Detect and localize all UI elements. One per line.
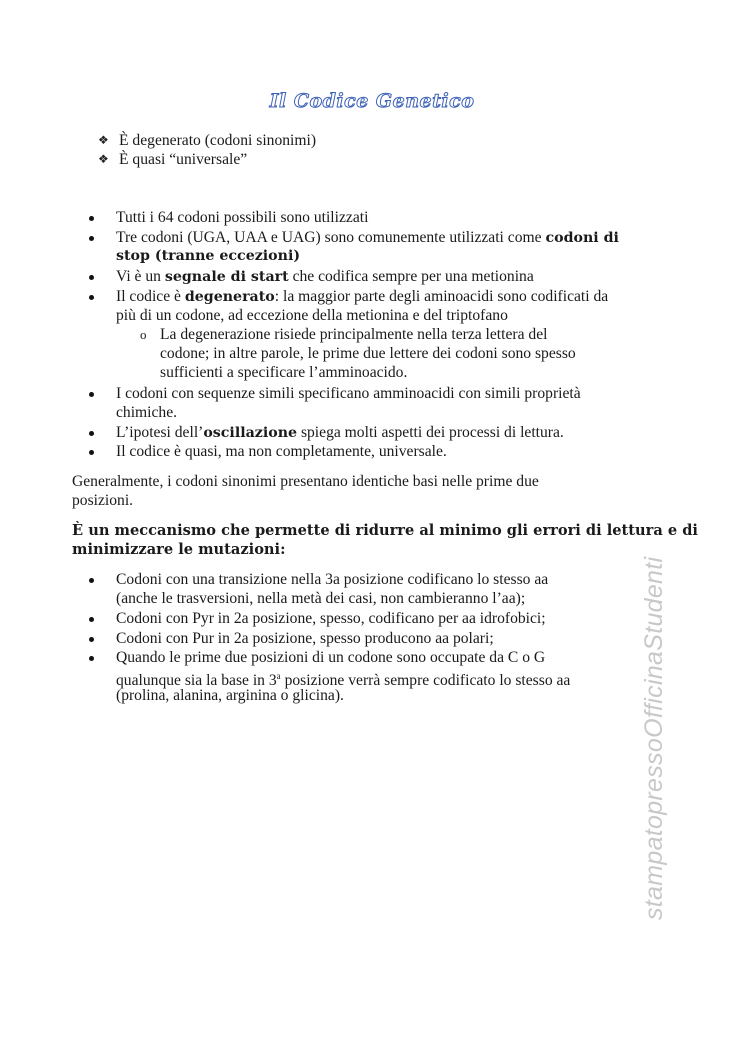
- paragraph-line: Generalmente, i codoni sinonimi presentano identiche basi nelle prime due: [72, 473, 539, 490]
- bullet-icon: [89, 431, 94, 436]
- list-item-continuation: più di un codone, ad eccezione della metionina e del triptofano: [116, 307, 508, 324]
- page-title: Il Codice Genetico: [269, 90, 475, 112]
- list-item: Tutti i 64 codoni possibili sono utilizzati: [116, 209, 369, 226]
- superscript: a: [276, 671, 281, 681]
- list-item: Codoni con una transizione nella 3a posizione codificano lo stesso aa: [116, 571, 549, 588]
- text: : la maggior parte degli aminoacidi sono codificati da: [274, 288, 609, 305]
- text: posizione verrà sempre codificato lo stesso aa: [280, 672, 571, 690]
- section-heading: È un meccanismo che permette di ridurre al minimo gli errori di lettura e di: [72, 522, 698, 539]
- bullet-icon: [89, 656, 94, 661]
- paragraph-line: posizioni.: [72, 492, 134, 509]
- section-heading: minimizzare le mutazioni:: [72, 541, 286, 558]
- list-item: Quando le prime due posizioni di un codone sono occupate da C o G: [116, 649, 546, 666]
- list-item: Codoni con Pur in 2a posizione, spesso producono aa polari;: [116, 630, 494, 647]
- feature-item: È quasi “universale”: [119, 151, 248, 168]
- bullet-icon: [89, 216, 94, 221]
- list-item-continuation: chimiche.: [116, 404, 178, 421]
- bullet-icon: [89, 275, 94, 280]
- text: che codifica sempre per una metionina: [288, 268, 534, 285]
- text: L’ipotesi dell’: [116, 424, 204, 441]
- bold-text: codoni di: [545, 230, 619, 246]
- sub-item-continuation: codone; in altre parole, le prime due lettere dei codoni sono spesso: [160, 345, 576, 362]
- list-item: Il codice è quasi, ma non completamente, universale.: [116, 443, 447, 460]
- bullet-icon: [89, 392, 94, 397]
- text: Tre codoni (UGA, UAA e UAG) sono comunemente utilizzati come: [116, 229, 546, 246]
- list-item: [116, 287, 608, 307]
- text: qualunque sia la base in 3: [116, 672, 277, 690]
- circle-bullet-icon: o: [140, 327, 147, 342]
- bullet-icon: [89, 578, 94, 583]
- bullet-icon: [89, 236, 94, 241]
- bold-text: segnale di start: [164, 269, 289, 285]
- feature-item: È degenerato (codoni sinonimi): [119, 132, 317, 149]
- bold-text: degenerato: [184, 289, 275, 305]
- text: Vi è un: [116, 268, 165, 285]
- text: Il codice è: [116, 288, 185, 305]
- bullet-icon: [89, 295, 94, 300]
- list-item: [116, 267, 534, 287]
- list-item: [116, 228, 619, 248]
- sub-item-continuation: sufficienti a specificare l’amminoacido.: [160, 364, 408, 381]
- diamond-bullet-icon: ❖: [98, 133, 109, 147]
- watermark: stampatopressoOfficinaStudenti: [640, 556, 668, 920]
- bullet-icon: [89, 637, 94, 642]
- list-item-continuation: stop (tranne eccezioni): [116, 248, 301, 264]
- bullet-icon: [89, 450, 94, 455]
- list-item-continuation: (prolina, alanina, arginina o glicina).: [116, 687, 344, 704]
- list-item: Codoni con Pyr in 2a posizione, spesso, codificano per aa idrofobici;: [116, 610, 546, 627]
- list-item: I codoni con sequenze simili specificano amminoacidi con simili proprietà: [116, 385, 581, 402]
- bullet-icon: [89, 617, 94, 622]
- bold-text: oscillazione: [203, 425, 298, 441]
- list-item-continuation: (anche le trasversioni, nella metà dei casi, non cambieranno l’aa);: [116, 590, 526, 607]
- diamond-bullet-icon: ❖: [98, 152, 109, 166]
- sub-item: La degenerazione risiede principalmente nella terza lettera del: [160, 326, 548, 343]
- list-item: [116, 423, 564, 443]
- text: spiega molti aspetti dei processi di lettura.: [297, 424, 564, 441]
